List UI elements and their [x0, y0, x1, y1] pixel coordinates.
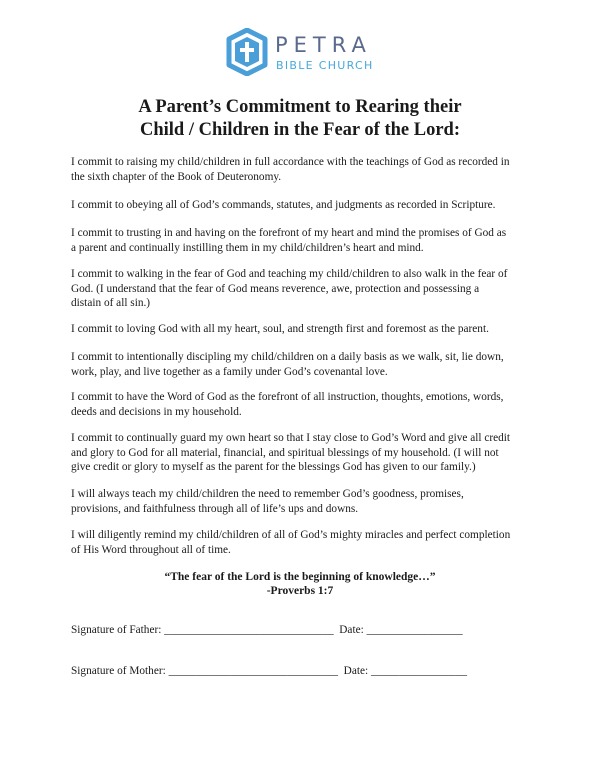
document-title-line-1: A Parent’s Commitment to Rearing their: [138, 97, 462, 117]
paragraph-line: I commit to trusting in and having on the forefront of my heart and mind the promises of God as: [71, 227, 507, 239]
scripture-quote: “The fear of the Lord is the beginning of knowledge…”: [164, 571, 436, 583]
paragraph-line: I commit to loving God with all my heart, soul, and strength first and foremost as the parent.: [71, 323, 489, 335]
paragraph-line: I commit to continually guard my own heart so that I stay close to God’s Word and give all credit: [71, 432, 511, 444]
commitment-paragraph: [71, 226, 541, 255]
paragraph-line: and glory to God for all material, financial, and spiritual blessings of my household. (I will not: [71, 446, 499, 459]
paragraph-line: I commit to have the Word of God as the forefront of all instruction, thoughts, emotions, words,: [71, 391, 504, 403]
church-logo: [225, 28, 385, 78]
paragraph-line: I will always teach my child/children the need to remember God’s goodness, promises,: [71, 488, 464, 500]
church-name: PETRA: [275, 33, 372, 57]
document-title-line-2: Child / Children in the Fear of the Lord:: [139, 120, 460, 140]
church-subtitle: BIBLE CHURCH: [276, 59, 374, 72]
commitment-paragraph: [71, 322, 541, 337]
paragraph-line: a parent and continually instilling them in my child/children’s heart and mind.: [71, 241, 424, 254]
commitment-paragraph: [71, 390, 541, 419]
commitment-paragraph: [71, 528, 541, 557]
shield-cross-icon: [225, 28, 269, 76]
paragraph-line: work, play, and live together as a family under God’s covenantal love.: [71, 365, 388, 378]
paragraph-line: provisions, and faithfulness through all of life’s ups and downs.: [71, 502, 359, 515]
paragraph-line: deeds and decisions in my household.: [71, 405, 242, 418]
commitment-paragraph: [71, 350, 541, 379]
mother-signature-line: Signature of Mother: ______________________________ Date: _________________: [71, 665, 467, 677]
paragraph-line: I commit to obeying all of God’s commands, statutes, and judgments as recorded in Scripture.: [71, 199, 496, 211]
paragraph-line: I commit to raising my child/children in full accordance with the teachings of God as recorded in: [71, 156, 510, 168]
commitment-paragraph: [71, 198, 541, 213]
paragraph-line: the sixth chapter of the Book of Deuteronomy.: [71, 170, 282, 183]
commitment-paragraph: [71, 487, 541, 516]
commitment-paragraph: [71, 431, 541, 475]
paragraph-line: God. (I understand that the fear of God means reverence, awe, protection and possessing a: [71, 282, 480, 295]
paragraph-line: give credit or glory to myself as the parent for the blessings God has given to our family.): [71, 461, 476, 473]
commitment-paragraph: [71, 267, 541, 311]
father-signature-line: Signature of Father: ______________________________ Date: _________________: [71, 624, 463, 636]
scripture-reference: -Proverbs 1:7: [266, 585, 334, 597]
paragraph-line: I will diligently remind my child/children of all of God’s mighty miracles and perfect completion: [71, 529, 511, 541]
paragraph-line: distain of all sin.): [71, 297, 151, 309]
paragraph-line: I commit to walking in the fear of God and teaching my child/children to also walk in the fear of: [71, 268, 508, 280]
paragraph-line: of His Word throughout all of time.: [71, 543, 231, 556]
commitment-paragraph: [71, 155, 541, 184]
paragraph-line: I commit to intentionally discipling my child/children on a daily basis as we walk, sit, lie down,: [71, 351, 504, 363]
